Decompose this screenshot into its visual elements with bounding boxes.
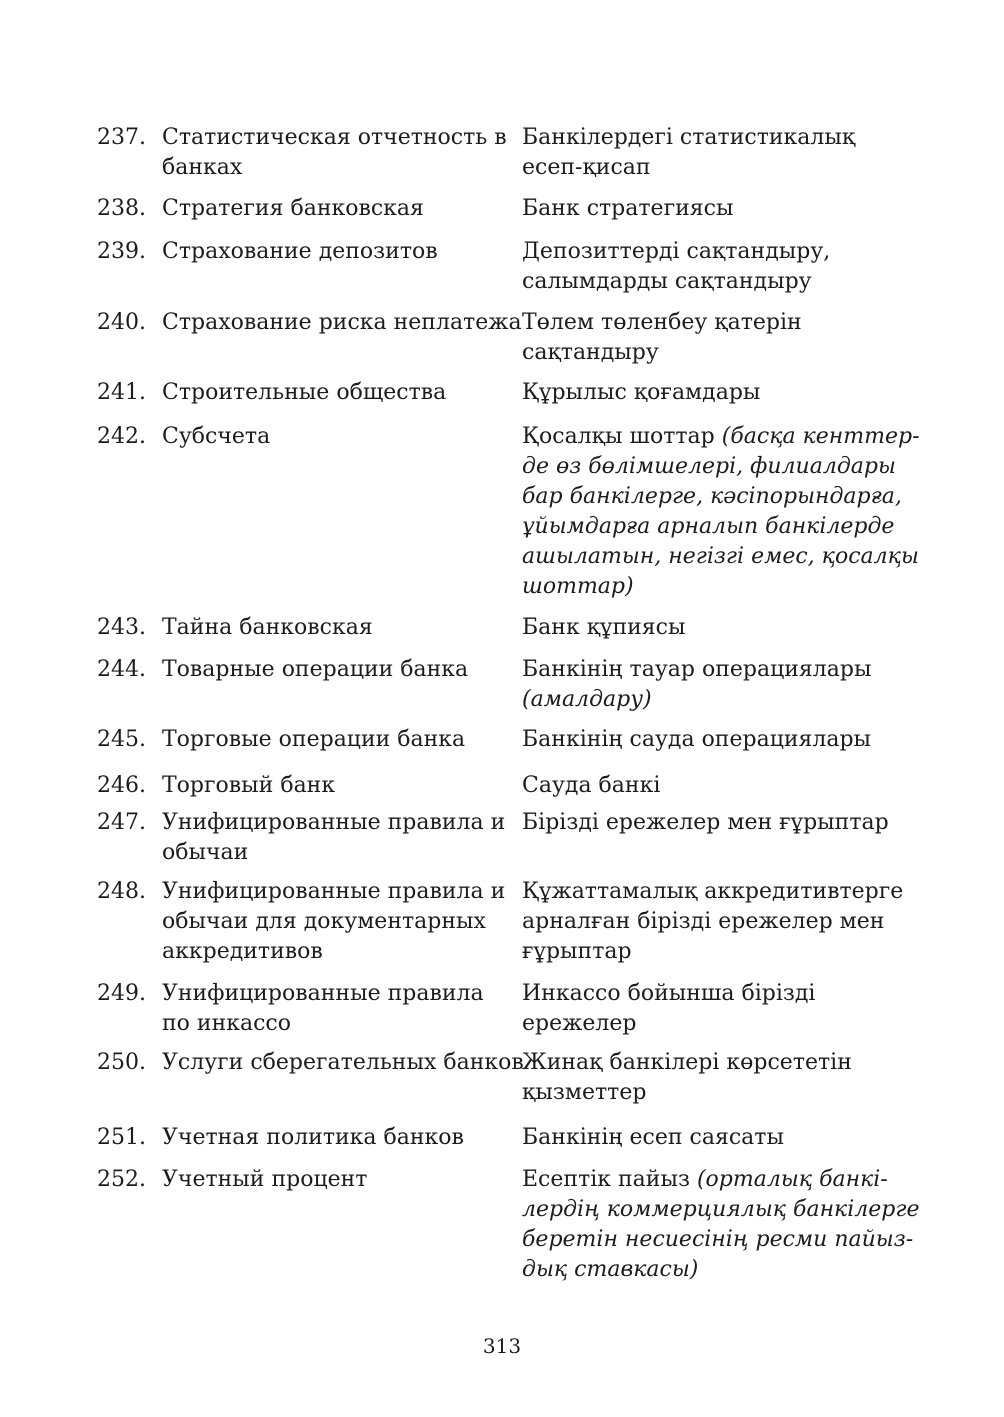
- entry-number: 238.: [97, 196, 146, 221]
- entry-number: 242.: [97, 424, 146, 449]
- kazakh-translation-line: [522, 1225, 914, 1255]
- russian-term-line: аккредитивов: [162, 939, 323, 964]
- translation-text: Депозиттерді сақтандыру,: [522, 239, 831, 264]
- russian-term-line: Стратегия банковская: [162, 196, 424, 221]
- russian-term-line: Страхование депозитов: [162, 239, 438, 264]
- entry-number: 251.: [97, 1125, 146, 1150]
- entry-number: 246.: [97, 773, 146, 798]
- russian-term: [162, 808, 512, 868]
- russian-term-line: по инкассо: [162, 1011, 291, 1036]
- page-number: 313: [482, 1334, 522, 1358]
- russian-term-line: банках: [162, 155, 243, 180]
- entry-number: 237.: [97, 125, 146, 150]
- italic-note: (амалдару): [522, 687, 652, 712]
- russian-term: [162, 237, 512, 267]
- russian-term-line: Субсчета: [162, 424, 271, 449]
- kazakh-translation-line: [522, 877, 914, 907]
- russian-term-line: Торговый банк: [162, 773, 336, 798]
- kazakh-translation-line: [522, 422, 920, 452]
- russian-term-line: Статистическая отчетность в: [162, 125, 507, 150]
- translation-text: есеп-қисап: [522, 155, 651, 180]
- kazakh-translation-line: [522, 1123, 914, 1153]
- russian-term: [162, 655, 512, 685]
- kazakh-translation: [522, 1165, 920, 1285]
- russian-term: [162, 771, 512, 801]
- kazakh-translation: [522, 1123, 914, 1153]
- kazakh-translation-line: [522, 452, 914, 482]
- russian-term: [162, 123, 512, 183]
- entry-number: 248.: [97, 879, 146, 904]
- translation-text: Банкінің есеп саясаты: [522, 1125, 784, 1150]
- italic-note: де өз бөлімшелері, филиалдары: [522, 454, 896, 479]
- translation-text: Банк құпиясы: [522, 615, 686, 640]
- kazakh-translation-line: [522, 338, 914, 368]
- kazakh-translation: [522, 613, 914, 643]
- kazakh-translation-line: [522, 685, 914, 715]
- translation-text: Жинақ банкілері көрсететін: [522, 1050, 852, 1075]
- italic-note: беретін несиесінің ресми пайыз-: [522, 1227, 914, 1252]
- russian-term-line: Строительные общества: [162, 380, 447, 405]
- kazakh-translation-line: [522, 1048, 914, 1078]
- kazakh-translation: [522, 725, 914, 755]
- kazakh-translation-line: [522, 512, 914, 542]
- russian-term-line: обычаи для документарных: [162, 909, 486, 934]
- kazakh-translation-line: [522, 979, 914, 1009]
- kazakh-translation-line: [522, 1165, 914, 1195]
- kazakh-translation: [522, 655, 914, 715]
- entry-number: 247.: [97, 810, 146, 835]
- kazakh-translation-line: [522, 542, 919, 572]
- italic-note: (орталық банкі-: [696, 1167, 888, 1192]
- kazakh-translation-line: [522, 153, 914, 183]
- entry-number: 241.: [97, 380, 146, 405]
- translation-text: Бірізді ережелер мен ғұрыптар: [522, 810, 889, 835]
- russian-term: [162, 308, 522, 338]
- kazakh-translation-line: [522, 937, 914, 967]
- italic-note: шоттар): [522, 574, 634, 599]
- kazakh-translation-line: [522, 237, 914, 267]
- entry-number: 252.: [97, 1167, 146, 1192]
- kazakh-translation-line: [522, 572, 914, 602]
- kazakh-translation: [522, 808, 914, 838]
- russian-term-line: Унифицированные правила и: [162, 810, 506, 835]
- russian-term-line: Торговые операции банка: [162, 727, 466, 752]
- entry-number: 249.: [97, 981, 146, 1006]
- russian-term-line: Учетный процент: [162, 1167, 368, 1192]
- kazakh-translation-line: [522, 771, 914, 801]
- russian-term: [162, 1123, 512, 1153]
- russian-term-line: Унифицированные правила и: [162, 879, 506, 904]
- italic-note: ұйымдарға арналып банкілерде: [522, 514, 895, 539]
- russian-term: [162, 613, 512, 643]
- kazakh-translation-line: [522, 267, 914, 297]
- kazakh-translation-line: [522, 1255, 914, 1285]
- translation-text: Сауда банкі: [522, 773, 661, 798]
- translation-text: арналған бірізді ережелер мен: [522, 909, 885, 934]
- kazakh-translation: [522, 237, 914, 297]
- translation-text: Құжаттамалық аккредитивтерге: [522, 879, 904, 904]
- kazakh-translation-line: [522, 1009, 914, 1039]
- kazakh-translation: [522, 979, 914, 1039]
- kazakh-translation-line: [522, 808, 914, 838]
- translation-text: Есептік пайыз: [522, 1167, 697, 1192]
- russian-term: [162, 877, 512, 967]
- kazakh-translation-line: [522, 1195, 920, 1225]
- translation-text: Банкінің сауда операциялары: [522, 727, 872, 752]
- kazakh-translation-line: [522, 725, 914, 755]
- translation-text: Құрылыс қоғамдары: [522, 380, 761, 405]
- entry-number: 243.: [97, 615, 146, 640]
- kazakh-translation: [522, 771, 914, 801]
- kazakh-translation-line: [522, 378, 914, 408]
- russian-term-line: обычаи: [162, 840, 249, 865]
- translation-text: Қосалқы шоттар: [522, 424, 722, 449]
- russian-term-line: Услуги сберегательных банков: [162, 1050, 524, 1075]
- kazakh-translation-line: [522, 1078, 914, 1108]
- italic-note: лердің коммерциялық банкілерге: [522, 1197, 920, 1222]
- kazakh-translation: [522, 308, 914, 368]
- translation-text: ғұрыптар: [522, 939, 632, 964]
- russian-term: [162, 725, 512, 755]
- kazakh-translation: [522, 877, 914, 967]
- translation-text: қызметтер: [522, 1080, 647, 1105]
- translation-text: Банкінің тауар операциялары: [522, 657, 872, 682]
- translation-text: Банкілердегі статистикалық: [522, 125, 856, 150]
- russian-term-line: Учетная политика банков: [162, 1125, 464, 1150]
- entry-number: 240.: [97, 310, 146, 335]
- italic-note: (басқа кенттер-: [721, 424, 920, 449]
- kazakh-translation-line: [522, 482, 914, 512]
- italic-note: дық ставкасы): [522, 1257, 699, 1282]
- russian-term-line: Товарные операции банка: [162, 657, 469, 682]
- kazakh-translation: [522, 194, 914, 224]
- translation-text: Банк стратегиясы: [522, 196, 734, 221]
- kazakh-translation-line: [522, 613, 914, 643]
- kazakh-translation: [522, 123, 914, 183]
- italic-note: бар банкілерге, кәсіпорындарға,: [522, 484, 902, 509]
- russian-term-line: Тайна банковская: [162, 615, 373, 640]
- translation-text: Инкассо бойынша бірізді: [522, 981, 816, 1006]
- entry-number: 250.: [97, 1050, 146, 1075]
- russian-term: [162, 378, 512, 408]
- entry-number: 245.: [97, 727, 146, 752]
- translation-text: салымдарды сақтандыру: [522, 269, 812, 294]
- kazakh-translation: [522, 378, 914, 408]
- kazakh-translation-line: [522, 907, 914, 937]
- entry-number: 244.: [97, 657, 146, 682]
- translation-text: Төлем төленбеу қатерін: [522, 310, 802, 335]
- kazakh-translation-line: [522, 308, 914, 338]
- kazakh-translation: [522, 422, 920, 602]
- kazakh-translation-line: [522, 123, 914, 153]
- kazakh-translation-line: [522, 194, 914, 224]
- russian-term: [162, 1048, 524, 1078]
- kazakh-translation-line: [522, 655, 914, 685]
- russian-term-line: Унифицированные правила: [162, 981, 484, 1006]
- kazakh-translation: [522, 1048, 914, 1108]
- entry-number: 239.: [97, 239, 146, 264]
- russian-term: [162, 979, 512, 1039]
- russian-term: [162, 1165, 512, 1195]
- russian-term-line: Страхование риска неплатежа: [162, 310, 522, 335]
- italic-note: ашылатын, негізгі емес, қосалқы: [522, 544, 919, 569]
- translation-text: ережелер: [522, 1011, 637, 1036]
- russian-term: [162, 194, 512, 224]
- russian-term: [162, 422, 512, 452]
- translation-text: сақтандыру: [522, 340, 659, 365]
